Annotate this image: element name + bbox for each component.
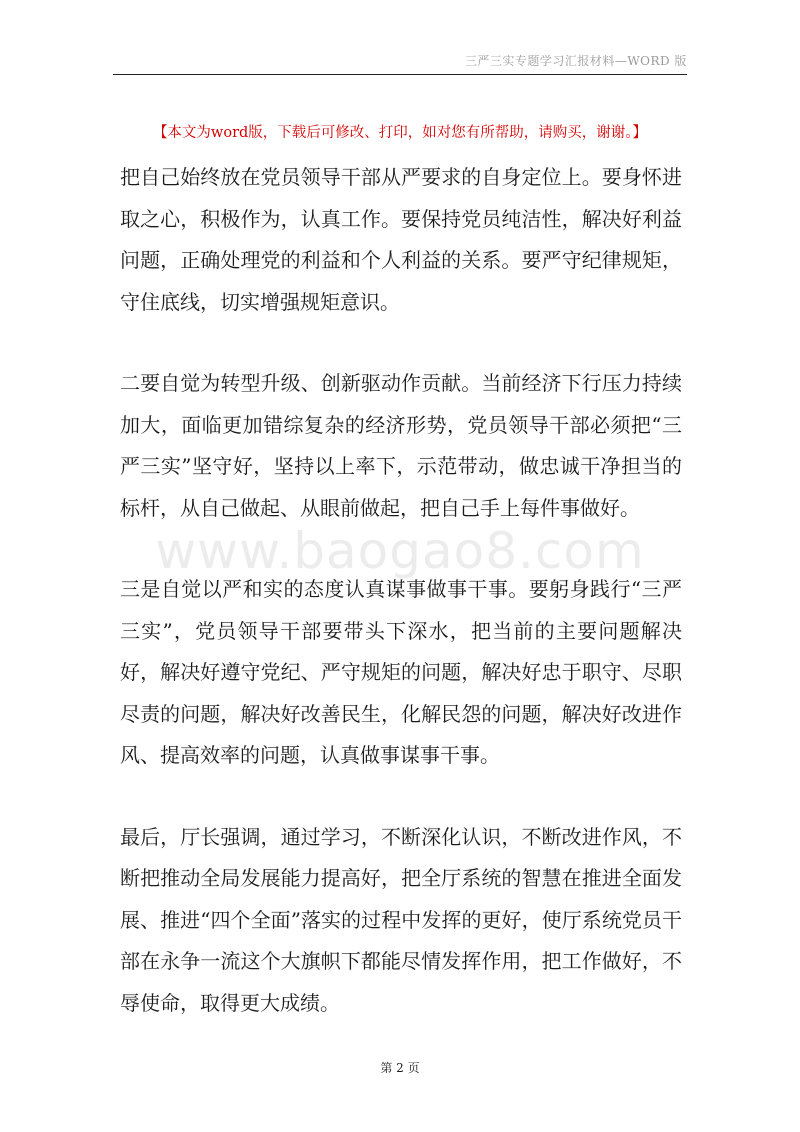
running-header-title: 三严三实专题学习汇报材料—WORD 版 — [464, 54, 687, 68]
page-number: 第 2 页 — [380, 1061, 420, 1075]
download-notice: 【本文为word版，下载后可修改、打印，如对您有所帮助，请购买，谢谢。】 — [152, 125, 648, 141]
paragraph-2: 二要自觉为转型升级、创新驱动作贡献。当前经济下行压力持续加大，面临更加错综复杂的经济形势，党员领导干部必须把“三严三实”坚守好，坚持以上率下，示范带动，做忠诚干净担当的标杆，从自己做起、从眼前做起，把自己手上每件事做好。 — [120, 371, 682, 520]
paragraph-4: 最后，厅长强调，通过学习，不断深化认识，不断改进作风，不断把推动全局发展能力提高好，把全厅系统的智慧在推进全面发展、推进“四个全面”落实的过程中发挥的更好，使厅系统党员干部在永争一流这个大旗帜下都能尽情发挥作用，把工作做好，不辱使命，取得更大成绩。 — [120, 824, 682, 1015]
paragraph-1: 把自己始终放在党员领导干部从严要求的自身定位上。要身怀进取之心，积极作为，认真工作。要保持党员纯洁性，解决好利益问题，正确处理党的利益和个人利益的关系。要严守纪律规矩，守住底线，切实增强规矩意识。 — [120, 165, 682, 314]
paragraph-3: 三是自觉以严和实的态度认真谋事做事干事。要躬身践行“三严三实”，党员领导干部要带头下深水，把当前的主要问题解决好，解决好遵守党纪、严守规矩的问题，解决好忠于职守、尽职尽责的问题，解决好改善民生，化解民怨的问题，解决好改进作风、提高效率的问题，认真做事谋事干事。 — [120, 577, 682, 767]
watermark: www.baogao8.com — [155, 522, 645, 580]
document-body — [120, 157, 682, 1024]
header-divider — [113, 74, 687, 75]
